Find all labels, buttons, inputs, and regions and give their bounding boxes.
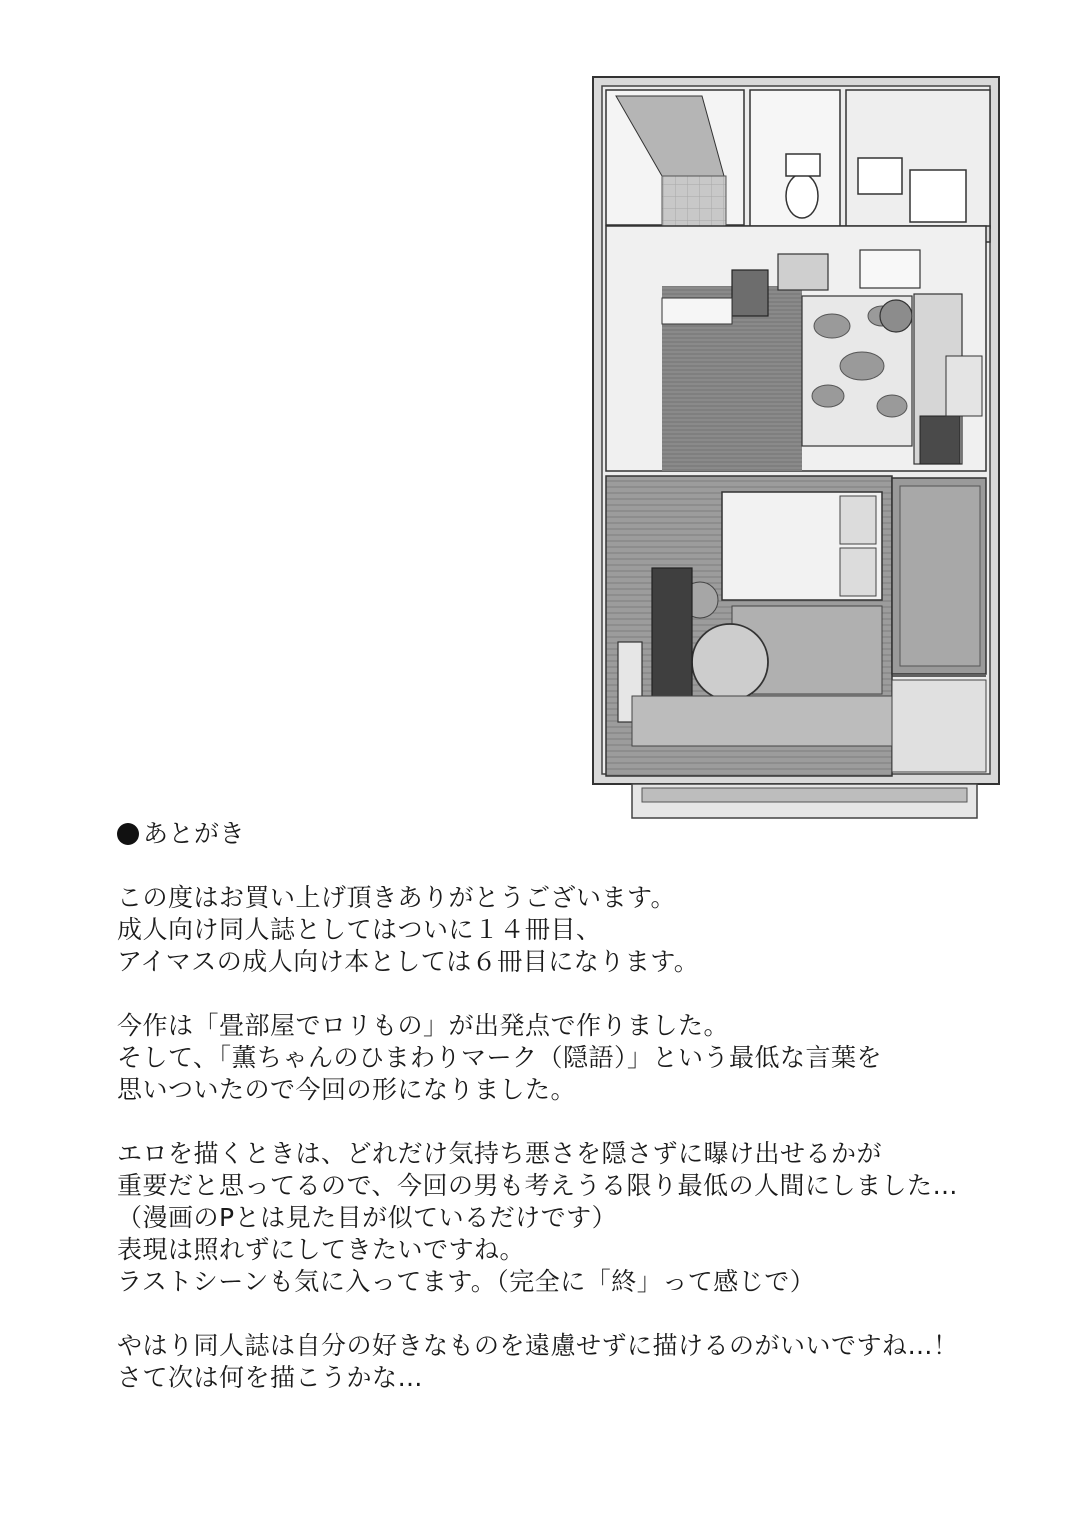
paragraph [117,1010,1017,1106]
text-line: 成人向け同人誌としてはついに１４冊目、 [117,915,602,944]
text-line: 重要だと思ってるので、今回の男も考えうる限り最低の人間にしました… [117,1171,959,1200]
text-line: 今作は「畳部屋でロリもの」が出発点で作りました。 [117,1011,730,1040]
afterword-heading [117,818,1017,850]
text-line: 思いついたので今回の形になりました。 [117,1075,577,1104]
bullet-dot-icon [117,823,139,845]
text-line: エロを描くときは、どれだけ気持ち悪さを隠さずに曝け出せるかが [117,1139,883,1168]
text-line: やはり同人誌は自分の好きなものを遠慮せずに描けるのがいいですね…！ [117,1331,959,1360]
text-line: そして、「薫ちゃんのひまわりマーク（隠語）」という最低な言葉を [117,1043,883,1072]
text-line: ラストシーンも気に入ってます。（完全に「終」って感じで） [117,1267,816,1296]
paragraph [117,1330,1017,1394]
text-line: （漫画のPとは見た目が似ているだけです） [117,1203,618,1232]
afterword-section [117,818,1017,1394]
text-line: 表現は照れずにしてきたいですね。 [117,1235,526,1264]
afterword-title: あとがき [143,819,246,848]
paragraph [117,1138,1017,1298]
text-line: アイマスの成人向け本としては６冊目になります。 [117,947,700,976]
paragraph [117,882,1017,978]
text-line: さて次は何を描こうかな… [117,1363,424,1392]
text-line: この度はお買い上げ頂きありがとうございます。 [117,883,677,912]
apartment-floorplan-illustration [592,76,1002,820]
